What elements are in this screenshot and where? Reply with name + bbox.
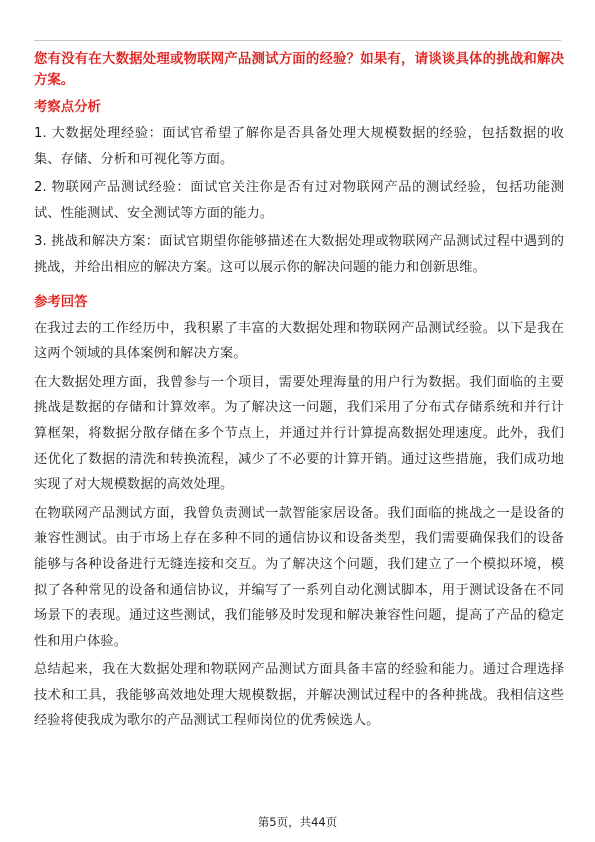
analysis-item-1: 1. 大数据处理经验：面试官希望了解你是否具备处理大规模数据的经验，包括数据的收集、存储、分析和可视化等方面。 xyxy=(34,126,564,167)
answer-paragraph-summary: 总结起来，我在大数据处理和物联网产品测试方面具备丰富的经验和能力。通过合理选择技术和工具，我能够高效地处理大规模数据，并解决测试过程中的各种挑战。我相信这些经验将使我成为歌尔的产品测试工程师岗位的优秀候选人。 xyxy=(34,662,564,729)
analysis-item-3: 3. 挑战和解决方案：面试官期望你能够描述在大数据处理或物联网产品测试过程中遇到的挑战，并给出相应的解决方案。这可以展示你的解决问题的能力和创新思维。 xyxy=(34,234,564,275)
answer-paragraph-bigdata: 在大数据处理方面，我曾参与一个项目，需要处理海量的用户行为数据。我们面临的主要挑战是数据的存储和计算效率。为了解决这一问题，我们采用了分布式存储系统和并行计算框架，将数据分散存储在多个节点上，并通过并行计算提高数据处理速度。此外，我们还优化了数据的清洗和转换流程，减少了不必要的计算开销。通过这些措施，我们成功地实现了对大规模数据的高效处理。 xyxy=(34,374,564,493)
analysis-item-2: 2. 物联网产品测试经验：面试官关注你是否有过对物联网产品的测试经验，包括功能测试、性能测试、安全测试等方面的能力。 xyxy=(34,180,564,221)
answer-heading: 参考回答 xyxy=(34,294,88,310)
header-rule xyxy=(34,40,561,41)
page-number-footer: 第5页，共44页 xyxy=(257,815,338,829)
answer-paragraph-intro: 在我过去的工作经历中，我积累了丰富的大数据处理和物联网产品测试经验。以下是我在这两个领域的具体案例和解决方案。 xyxy=(34,320,564,362)
section-gap xyxy=(34,284,564,292)
analysis-heading: 考察点分析 xyxy=(34,100,101,115)
page-content xyxy=(34,49,564,737)
question-heading: 您有没有在大数据处理或物联网产品测试方面的经验？如果有，请谈谈具体的挑战和解决方案。 xyxy=(34,52,564,88)
answer-paragraph-iot: 在物联网产品测试方面，我曾负责测试一款智能家居设备。我们面临的挑战之一是设备的兼容性测试。由于市场上存在多种不同的通信协议和设备类型，我们需要确保我们的设备能够与各种设备进行无缝连接和交互。为了解决这个问题，我们建立了一个模拟环境，模拟了各种常见的设备和通信协议，并编写了一系列自动化测试脚本，用于测试设备在不同场景下的表现。通过这些测试，我们能够及时发现和解决兼容性问题，提高了产品的稳定性和用户体验。 xyxy=(34,505,564,649)
